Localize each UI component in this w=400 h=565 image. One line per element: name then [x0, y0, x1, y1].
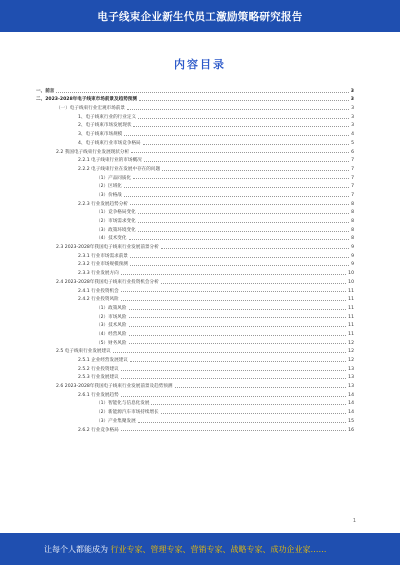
toc-entry-page: 4 [351, 132, 354, 138]
toc-entry[interactable] [36, 302, 354, 311]
footer-bar [0, 533, 400, 565]
toc-entry-page: 7 [351, 192, 354, 198]
toc-entry[interactable] [36, 146, 354, 155]
toc-entry-page: 13 [348, 366, 354, 372]
dot-leader [162, 170, 349, 171]
dot-leader [143, 144, 349, 145]
toc-entry-page: 11 [348, 323, 354, 329]
dot-leader [129, 343, 347, 344]
dot-leader [151, 404, 346, 405]
dot-leader [129, 326, 347, 327]
toc-entry-label: 一、前言 [36, 88, 55, 94]
dot-leader [113, 352, 346, 353]
toc-entry-label: （1）产品同质化 [96, 175, 132, 181]
toc-entry[interactable] [36, 189, 354, 198]
toc-entry-page: 11 [348, 331, 354, 337]
toc-entry-page: 16 [348, 427, 354, 433]
toc-entry-label: 2.2.1 电子线束行业的市场概况 [78, 158, 142, 164]
toc-entry-label: （2）新能源汽车市场持续增长 [96, 410, 159, 416]
toc-entry-label: （3）政策环境变化 [96, 227, 136, 233]
dot-leader [121, 396, 346, 397]
toc-entry-label: （1）竞争格局变化 [96, 210, 136, 216]
toc-entry-label: （4）技术变化 [96, 236, 127, 242]
toc-list [36, 85, 354, 433]
dot-leader [130, 361, 346, 362]
dot-leader [121, 274, 346, 275]
toc-entry[interactable] [36, 380, 354, 389]
toc-entry-page: 3 [351, 114, 354, 120]
toc-entry-page: 5 [351, 140, 354, 146]
toc-entry[interactable] [36, 241, 354, 250]
toc-entry[interactable] [36, 398, 354, 407]
toc-entry[interactable] [36, 250, 354, 259]
toc-entry-page: 12 [348, 358, 354, 363]
toc-entry[interactable] [36, 172, 354, 181]
dot-leader [121, 291, 346, 292]
toc-entry-page: 12 [348, 340, 354, 346]
toc-entry-label: （1）政策风险 [96, 305, 127, 311]
toc-entry-page: 3 [350, 97, 354, 103]
toc-entry-label: 2.3.3 行业发展方向 [78, 271, 119, 277]
toc-entry[interactable] [36, 424, 354, 433]
toc-entry-label: 2.6.2 行业竞争格局 [78, 427, 119, 433]
toc-entry[interactable] [36, 163, 354, 172]
dot-leader [133, 178, 349, 179]
dot-leader [129, 317, 347, 318]
toc-entry-label: 2.3.1 行业市场需求前景 [78, 253, 128, 259]
dot-leader [131, 152, 349, 153]
header-bar [0, 0, 400, 32]
toc-entry[interactable] [36, 276, 354, 285]
toc-entry-label: 3、电子线束市场规模 [78, 132, 123, 138]
dot-leader [127, 109, 349, 110]
dot-leader [129, 239, 350, 240]
toc-entry-label: （4）经营风险 [96, 331, 127, 337]
toc-entry[interactable] [36, 328, 354, 337]
toc-entry[interactable] [36, 128, 354, 137]
toc-entry-label: 2.2 我国电子线束行业发展现状分析 [56, 149, 130, 155]
toc-entry-page: 9 [351, 262, 354, 268]
toc-entry-page: 8 [351, 236, 354, 242]
toc-entry-page: 11 [348, 305, 354, 311]
toc-entry-page: 15 [348, 418, 354, 424]
toc-entry[interactable] [36, 102, 354, 111]
toc-entry-label: 2.2.2 电子线束行业在发展中存在的问题 [78, 166, 161, 172]
dot-leader [56, 92, 348, 93]
toc-entry-page: 14 [348, 392, 354, 398]
toc-entry[interactable] [36, 215, 354, 224]
toc-entry[interactable] [36, 337, 354, 346]
dot-leader [175, 387, 347, 388]
toc-entry[interactable] [36, 198, 354, 207]
toc-entry-label: （3）价格战 [96, 192, 122, 198]
toc-entry[interactable] [36, 311, 354, 320]
toc-entry-label: 2.4.2 行业投资风险 [78, 297, 119, 303]
toc-entry-label: 2.5 电子线束行业发展建议 [56, 349, 111, 355]
toc-entry-label: 1、电子线束行业的行业定义 [78, 114, 137, 120]
toc-entry-page: 3 [350, 88, 354, 94]
toc-entry-page: 11 [348, 288, 354, 294]
toc-entry-label: 2.6.1 行业发展趋势 [78, 392, 119, 398]
toc-entry-label: （一）电子线束行业宏观市场前景 [56, 106, 125, 112]
toc-entry-label: 2、电子线束市场发展现状 [78, 123, 132, 129]
toc-entry-page: 9 [351, 253, 354, 259]
toc-entry-label: 2.5.2 行业投资建议 [78, 366, 119, 372]
toc-entry[interactable] [36, 363, 354, 372]
toc-entry[interactable] [36, 207, 354, 216]
toc-entry[interactable] [36, 120, 354, 129]
dot-leader [139, 100, 349, 101]
toc-entry[interactable] [36, 181, 354, 190]
toc-entry-page: 3 [351, 106, 354, 112]
dot-leader [138, 213, 349, 214]
toc-entry[interactable] [36, 155, 354, 164]
toc-entry-page: 6 [351, 149, 354, 155]
toc-entry-page: 7 [351, 158, 354, 164]
toc-entry[interactable] [36, 372, 354, 381]
toc-entry-page: 14 [348, 410, 354, 416]
dot-leader [138, 222, 349, 223]
toc-entry[interactable] [36, 233, 354, 242]
toc-entry-page: 11 [348, 297, 354, 303]
dot-leader [124, 196, 349, 197]
toc-entry-label: （2）市场需求变化 [96, 219, 136, 224]
toc-heading: 内容目录 [174, 58, 226, 71]
toc-entry[interactable] [36, 346, 354, 355]
footer-roles: 行业专家、管理专家、营销专家、战略专家、成功企业家…… [110, 544, 327, 554]
toc-entry-label: （1）智能化与信息化发展 [96, 401, 150, 407]
toc-entry-label: 2.4.1 行业投资机会 [78, 288, 119, 294]
toc-entry-page: 8 [351, 201, 354, 207]
dot-leader [130, 204, 349, 205]
toc-entry[interactable] [36, 389, 354, 398]
toc-entry-label: 2.2.3 行业发展趋势分析 [78, 201, 128, 207]
footer-lead: 让每个人都能成为 [44, 544, 108, 554]
dot-leader [121, 300, 346, 301]
dot-leader [121, 378, 346, 379]
dot-leader [144, 161, 349, 162]
toc-entry-label: （2）区域化 [96, 184, 122, 190]
dot-leader [124, 135, 349, 136]
dot-leader [130, 265, 349, 266]
dot-leader [138, 422, 346, 423]
toc-entry[interactable] [36, 285, 354, 294]
dot-leader [133, 126, 349, 127]
toc-entry[interactable] [36, 259, 354, 268]
dot-leader [129, 335, 347, 336]
toc-entry-page: 8 [351, 219, 354, 224]
toc-entry-label: 2.5.1 企业经营发展建议 [78, 358, 128, 363]
dot-leader [129, 309, 347, 310]
toc-entry-label: 二、2023-2028年电子线束市场前景及趋势预测 [36, 97, 137, 103]
toc-entry-page: 7 [351, 166, 354, 172]
toc-entry[interactable] [36, 294, 354, 303]
toc-entry-page: 10 [348, 271, 354, 277]
toc-entry-page: 11 [348, 314, 354, 320]
toc-entry-label: 4、电子线束行业市场竞争格局 [78, 140, 141, 146]
toc-entry-label: （5）财务风险 [96, 340, 127, 346]
toc-entry[interactable] [36, 85, 354, 94]
toc-entry-label: 2.4 2023-2028年我国电子线束行业投资机会分析 [56, 279, 159, 285]
toc-entry[interactable] [36, 406, 354, 415]
report-title: 电子线束企业新生代员工激励策略研究报告 [97, 10, 303, 23]
toc-entry-page: 8 [351, 227, 354, 233]
toc-entry-page: 7 [351, 184, 354, 190]
toc-entry-page: 13 [348, 384, 354, 390]
toc-entry-page: 10 [348, 279, 354, 285]
toc-entry[interactable] [36, 137, 354, 146]
dot-leader [161, 283, 346, 284]
dot-leader [138, 118, 349, 119]
toc-entry[interactable] [36, 320, 354, 329]
toc-entry-label: 2.5.3 行业发展建议 [78, 375, 119, 381]
dot-leader [121, 370, 346, 371]
toc-entry-label: 2.6 2023-2028年我国电子线束行业发展前景及趋势预测 [56, 384, 173, 390]
toc-entry[interactable] [36, 111, 354, 120]
toc-entry[interactable] [36, 415, 354, 424]
dot-leader [121, 430, 346, 431]
page-number: 1 [352, 518, 356, 524]
dot-leader [161, 413, 346, 414]
toc-entry-page: 7 [351, 175, 354, 181]
dot-leader [124, 187, 349, 188]
toc-entry-page: 8 [351, 210, 354, 216]
toc-entry[interactable] [36, 94, 354, 103]
dot-leader [138, 231, 349, 232]
toc-entry-page: 14 [348, 401, 354, 407]
toc-entry-label: 2.3 2023-2028年我国电子线束行业发展前景分析 [56, 245, 159, 251]
dot-leader [161, 248, 349, 249]
toc-entry-page: 13 [348, 375, 354, 381]
toc-entry-page: 12 [348, 349, 354, 355]
dot-leader [130, 257, 349, 258]
toc-entry-label: 2.3.2 行业市场规模预测 [78, 262, 128, 268]
toc-entry-page: 3 [351, 123, 354, 129]
toc-entry[interactable] [36, 354, 354, 363]
toc-entry-page: 9 [351, 245, 354, 251]
footer-slogan [44, 544, 327, 555]
toc-entry-label: （2）市场风险 [96, 314, 127, 320]
toc-entry[interactable] [36, 224, 354, 233]
toc-entry-label: （3）产业集聚发展 [96, 418, 136, 424]
toc-entry-label: （3）技术风险 [96, 323, 127, 329]
toc-entry[interactable] [36, 267, 354, 276]
